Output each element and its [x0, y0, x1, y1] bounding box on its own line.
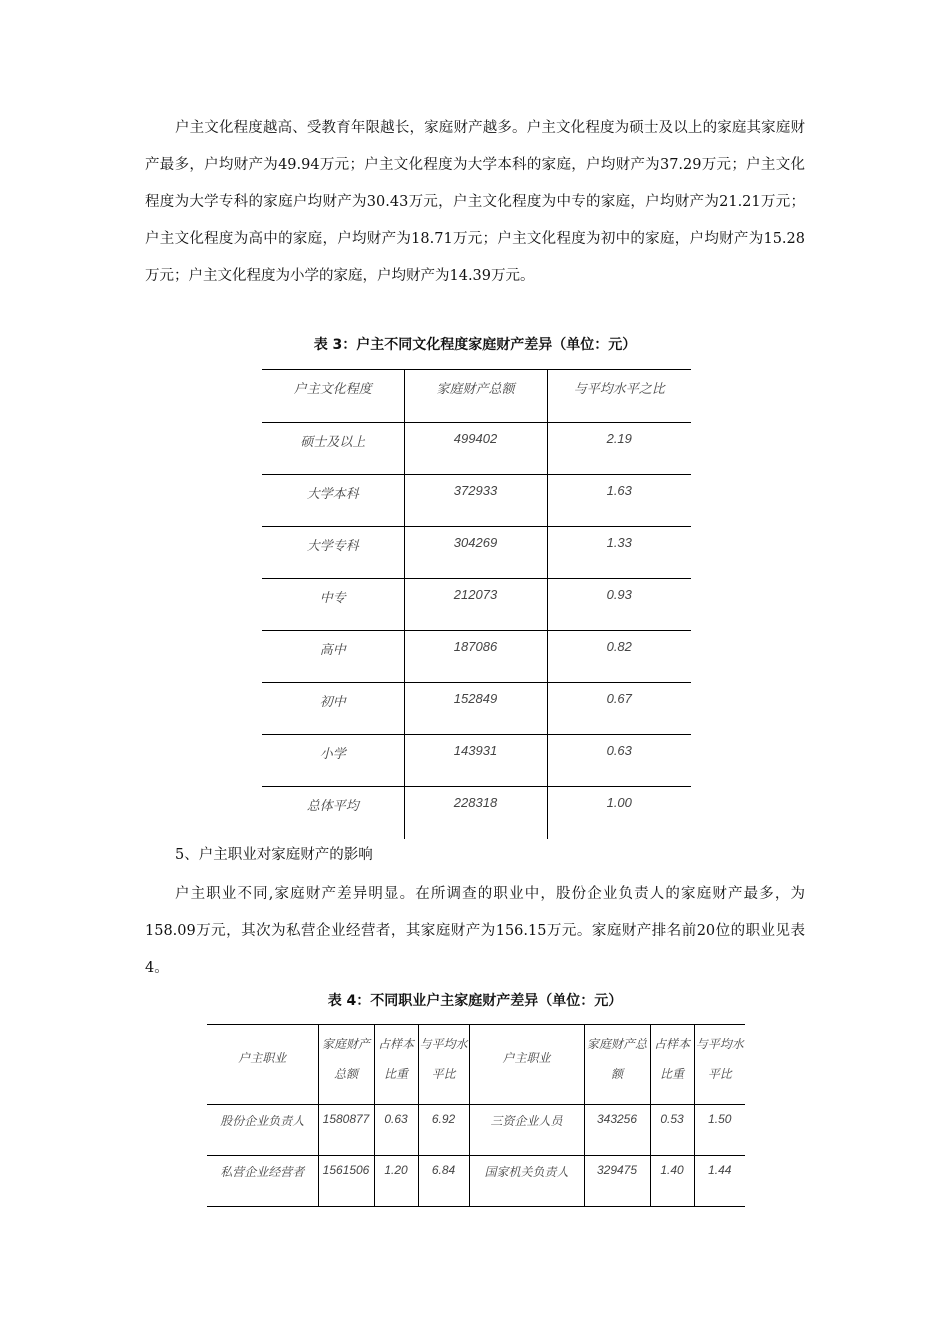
table-cell: 152849: [404, 683, 547, 735]
table-cell: 212073: [404, 579, 547, 631]
table-row: [262, 735, 691, 787]
table-cell: 1.33: [547, 527, 691, 579]
table-row: [262, 579, 691, 631]
table-row: [262, 527, 691, 579]
table-cell: 小学: [319, 746, 346, 761]
table-row: [262, 475, 691, 527]
table-cell: 大学专科: [306, 538, 359, 553]
table3-header-cell: 户主文化程度: [293, 381, 372, 396]
paragraph-occupation: 户主职业不同,家庭财产差异明显。在所调查的职业中，股份企业负责人的家庭财产最多，为158.09万元，其次为私营企业经营者，其家庭财产为156.15万元。家庭财产排名前20位的职业见表4。: [145, 886, 805, 976]
table-cell: 总体平均: [306, 798, 359, 813]
table4-header-cell: 与平均水平比: [418, 1025, 469, 1105]
table-cell: 大学本科: [306, 486, 359, 501]
table-cell: 2.19: [547, 423, 691, 475]
table-cell: 1580877: [318, 1105, 374, 1156]
table-cell: 1.50: [694, 1105, 745, 1156]
table-cell: 高中: [319, 642, 346, 657]
table4-header-cell: 占样本比重: [374, 1025, 418, 1105]
table3-caption: 表 3：户主不同文化程度家庭财产差异（单位：元）: [313, 337, 637, 353]
table-cell: 499402: [404, 423, 547, 475]
table-cell: 6.84: [418, 1156, 469, 1207]
table4-header-cell: 家庭财产总额: [584, 1025, 650, 1105]
table4-header-cell: 家庭财产总额: [318, 1025, 374, 1105]
table4-header-cell: 户主职业: [238, 1051, 287, 1065]
table-cell: 6.92: [418, 1105, 469, 1156]
table-cell: 187086: [404, 631, 547, 683]
table-cell: 372933: [404, 475, 547, 527]
table-row: [262, 787, 691, 839]
table-cell: 0.53: [650, 1105, 694, 1156]
table-cell: 三资企业人员: [469, 1105, 584, 1156]
table-cell: 1.44: [694, 1156, 745, 1207]
table-cell: 0.82: [547, 631, 691, 683]
table4-header-cell: 户主职业: [469, 1025, 584, 1105]
table3-education-wealth: [262, 369, 691, 839]
table-cell: 329475: [584, 1156, 650, 1207]
table-row: [262, 423, 691, 475]
table-cell: 1.20: [374, 1156, 418, 1207]
table-cell: 343256: [584, 1105, 650, 1156]
paragraph-education: 户主文化程度越高、受教育年限越长，家庭财产越多。户主文化程度为硕士及以上的家庭其家庭财产最多，户均财产为49.94万元；户主文化程度为大学本科的家庭，户均财产为37.29万元；户主文化程度为大学专科的家庭户均财产为30.43万元，户主文化程度为中专的家庭，户均财产为21.21万元；户主文化程度为高中的家庭，户均财产为18.71万元；户主文化程度为初中的家庭，户均财产为15.28万元；户主文化程度为小学的家庭，户均财产为14.39万元。: [145, 120, 805, 284]
table-cell: 1.63: [547, 475, 691, 527]
table-cell: 0.63: [374, 1105, 418, 1156]
table-cell: 0.63: [547, 735, 691, 787]
table3-header-row: [262, 370, 691, 423]
table-cell: 1.40: [650, 1156, 694, 1207]
table4-occupation-wealth: [207, 1024, 745, 1207]
table4-header-cell: 占样本比重: [650, 1025, 694, 1105]
table-cell: 股份企业负责人: [220, 1114, 305, 1128]
section-heading: 5、户主职业对家庭财产的影响: [175, 847, 373, 863]
table-cell: 1.00: [547, 787, 691, 839]
table4-caption: 表 4：不同职业户主家庭财产差异（单位：元）: [327, 993, 623, 1009]
table-cell: 228318: [404, 787, 547, 839]
table-row: [207, 1105, 745, 1156]
table3-header-cell: 家庭财产总额: [404, 370, 547, 423]
table-cell: 硕士及以上: [300, 434, 366, 449]
table-row: [262, 631, 691, 683]
table-row: [207, 1156, 745, 1207]
table-cell: 中专: [319, 590, 346, 605]
table-cell: 国家机关负责人: [469, 1156, 584, 1207]
table-cell: 私营企业经营者: [220, 1165, 305, 1179]
table-cell: 143931: [404, 735, 547, 787]
table-cell: 1561506: [318, 1156, 374, 1207]
table3-header-cell: 与平均水平之比: [547, 370, 691, 423]
table-cell: 0.93: [547, 579, 691, 631]
table-cell: 初中: [319, 694, 346, 709]
table4-header-row: [207, 1025, 745, 1105]
table4-header-cell: 与平均水平比: [694, 1025, 745, 1105]
table-cell: 304269: [404, 527, 547, 579]
table-cell: 0.67: [547, 683, 691, 735]
table-row: [262, 683, 691, 735]
